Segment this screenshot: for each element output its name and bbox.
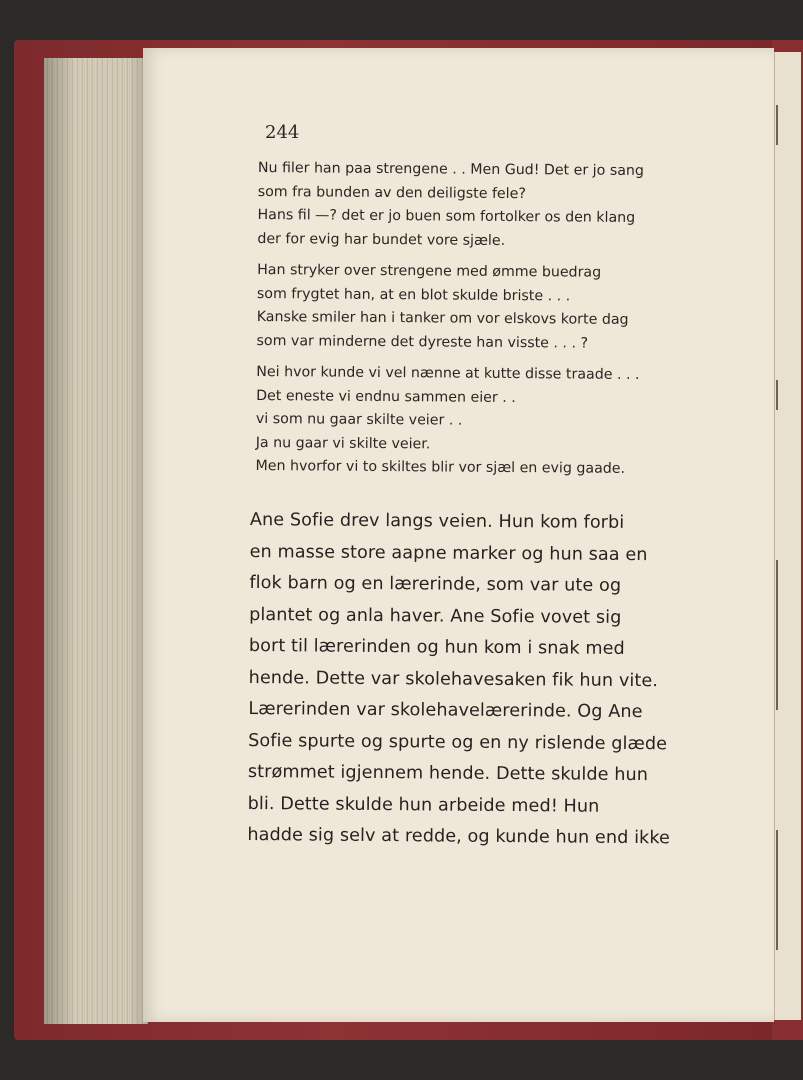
prose-line: en masse store aapne marker og hun saa en: [249, 541, 648, 565]
poem-stanza: [257, 157, 678, 254]
page-number: 244: [265, 122, 300, 143]
prose-line: Ane Sofie drev langs veien. Hun kom forbi: [249, 509, 625, 533]
poem-line: Nu filer han paa strengene . . Men Gud! Det er jo sang: [257, 159, 644, 180]
prose-line: Sofie spurte og spurte og en ny rislende glæde: [248, 730, 668, 754]
prose-line: bort til lærerinden og hun kom i snak med: [248, 635, 625, 659]
next-page-edge: [774, 52, 801, 1020]
poem-line: Han stryker over strengene med ømme buedrag: [257, 261, 602, 281]
poem-line: Ja nu gaar vi skilte veier.: [255, 434, 431, 452]
prose-line: flok barn og en lærerinde, som var ute og: [249, 572, 622, 596]
poem-line: Kanske smiler han i tanker om vor elskovs korte dag: [256, 308, 629, 328]
poem-line: som frygtet han, at en blot skulde briste . . .: [256, 285, 571, 304]
poem-line: der for evig har bundet vore sjæle.: [257, 230, 506, 249]
poem-line: Det eneste vi endnu sammen eier . .: [256, 387, 516, 406]
poem-line: Men hvorfor vi to skiltes blir vor sjæl en evig gaade.: [255, 457, 626, 477]
prose-line: hende. Dette var skolehavesaken fik hun vite.: [248, 667, 659, 691]
prose-line: strømmet igjennem hende. Dette skulde hun: [247, 761, 649, 786]
prose-line: bli. Dette skulde hun arbeide med! Hun: [247, 793, 600, 817]
prose-line: plantet og anla haver. Ane Sofie vovet sig: [249, 604, 622, 628]
poem-line: Hans fil —? det er jo buen som fortolker os den klang: [257, 206, 636, 226]
poem-stanza: [255, 361, 676, 482]
poem-line: som var minderne det dyreste han visste . . . ?: [256, 332, 589, 352]
poem-stanza: [256, 259, 677, 356]
prose-line: Lærerinden var skolehavelærerinde. Og Ane: [248, 698, 643, 723]
prose-paragraph: [247, 505, 670, 855]
poem-line: vi som nu gaar skilte veier . .: [255, 410, 463, 429]
poem-line: Nei hvor kunde vi vel nænne at kutte disse traade . . .: [256, 363, 640, 384]
poem: [255, 157, 678, 490]
prose-line: hadde sig selv at redde, og kunde hun end ikke: [247, 824, 671, 849]
poem-line: som fra bunden av den deiligste fele?: [257, 183, 526, 202]
